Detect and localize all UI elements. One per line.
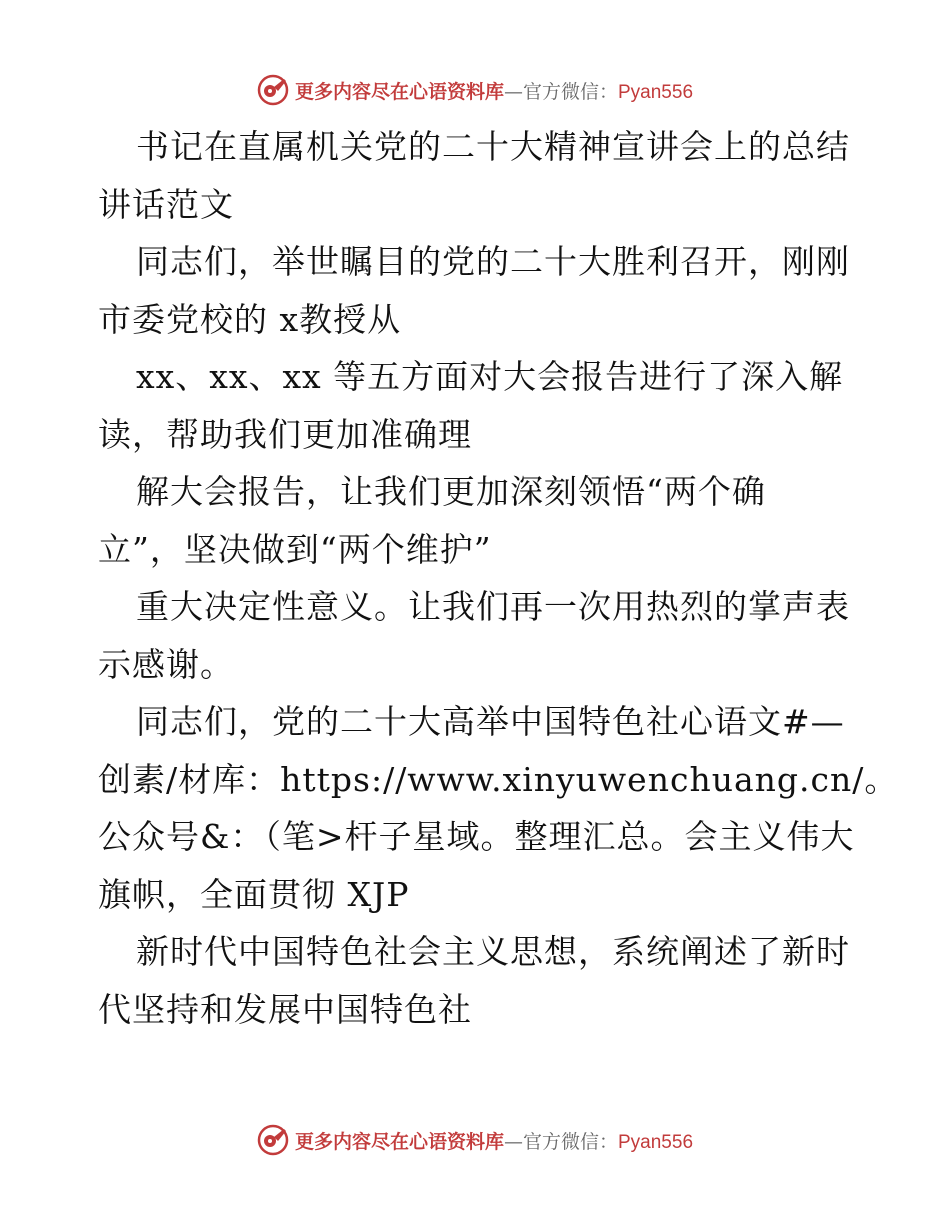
- paragraph-line: 代坚持和发展中国特色社: [98, 989, 472, 1029]
- banner-brand-text: 更多内容尽在心语资料库: [294, 1130, 504, 1153]
- footer-banner: [0, 1120, 950, 1160]
- document-title-line-2: 讲话范文: [98, 184, 234, 224]
- banner-brand-text: 更多内容尽在心语资料库: [294, 80, 504, 103]
- paragraph-line: 旗帜，全面贯彻 XJP: [98, 874, 410, 914]
- header-banner: [0, 70, 950, 110]
- paragraph-line: 立”，坚决做到“两个维护”: [98, 529, 492, 569]
- paragraph-line: 公众号&：（笔>杆子星域。整理汇总。会主义伟大: [98, 817, 855, 856]
- paragraph-line: 读，帮助我们更加准确理: [98, 414, 472, 454]
- banner-separator: —: [503, 80, 523, 103]
- paragraph-line: 市委党校的 x教授从: [98, 299, 402, 339]
- document-body: [98, 118, 899, 1038]
- paragraph-line: 示感谢。: [98, 644, 234, 684]
- pen-logo-icon: [257, 1124, 289, 1156]
- paragraph-line: 新时代中国特色社会主义思想，系统阐述了新时: [136, 932, 850, 971]
- banner-separator: —: [503, 1130, 523, 1153]
- paragraph-line: 解大会报告，让我们更加深刻领悟“两个确: [136, 472, 766, 511]
- document-title-line-1: 书记在直属机关党的二十大精神宣讲会上的总结: [136, 127, 850, 166]
- banner-wechat-id: Pyan556: [618, 81, 694, 103]
- pen-logo-icon: [257, 74, 289, 106]
- paragraph-line: 同志们，举世瞩目的党的二十大胜利召开，刚刚: [136, 242, 850, 281]
- banner-label: 官方微信：: [522, 1130, 618, 1153]
- banner-wechat-id: Pyan556: [618, 1131, 694, 1153]
- paragraph-line: xx、xx、xx 等五方面对大会报告进行了深入解: [136, 357, 844, 396]
- paragraph-line: 创素/材库：https://www.xinyuwenchuang.cn/。: [98, 759, 899, 799]
- paragraph-line: 同志们，党的二十大高举中国特色社心语文#—: [136, 702, 845, 741]
- banner-label: 官方微信：: [522, 80, 618, 103]
- paragraph-line: 重大决定性意义。让我们再一次用热烈的掌声表: [136, 587, 850, 626]
